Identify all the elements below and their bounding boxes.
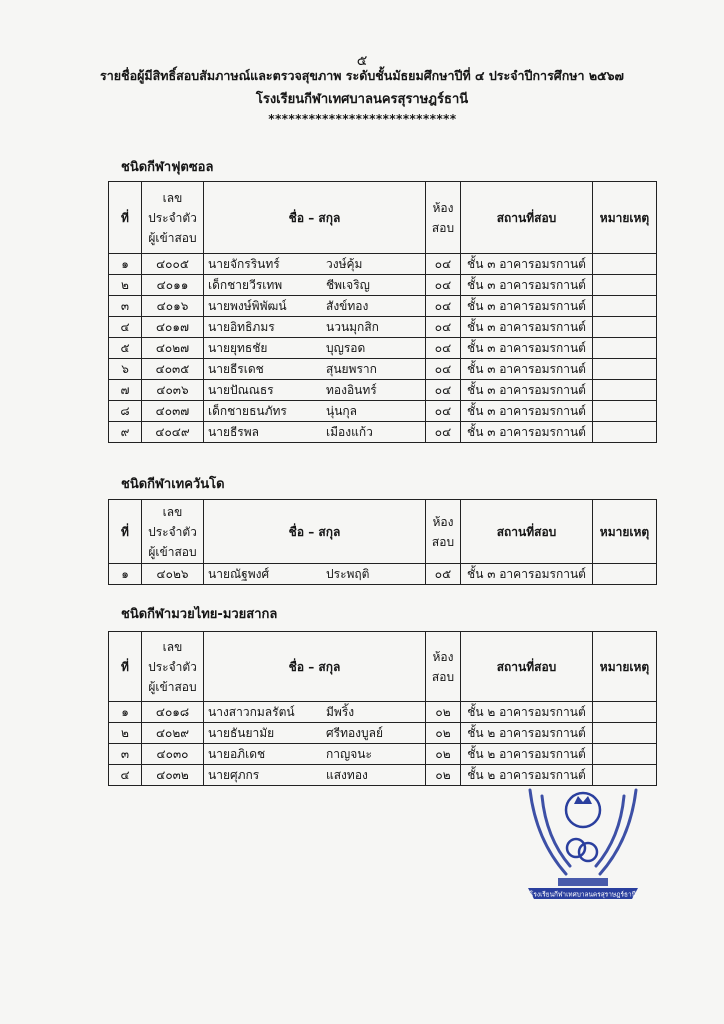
cell-id: ๔๐๐๕	[142, 254, 204, 275]
cell-note	[593, 296, 657, 317]
cell-note	[593, 275, 657, 296]
first-name: เด็กชายวีรเทพ	[208, 278, 283, 292]
cell-id: ๔๐๒๗	[142, 338, 204, 359]
seal-graphic	[522, 770, 644, 900]
cell-place: ชั้น ๓ อาคารอมรกานต์	[461, 422, 593, 443]
first-name: นายณัฐพงศ์	[208, 567, 270, 581]
header-place: สถานที่สอบ	[461, 182, 593, 254]
table-row	[109, 380, 657, 401]
cell-no: ๒	[109, 275, 142, 296]
cell-place: ชั้น ๓ อาคารอมรกานต์	[461, 338, 593, 359]
last-name: ทองอินทร์	[326, 383, 377, 397]
cell-id: ๔๐๑๘	[142, 702, 204, 723]
cell-name	[204, 359, 426, 380]
last-name: วงษ์คุ้ม	[326, 257, 363, 271]
cell-room: ๐๔	[426, 317, 461, 338]
cell-note	[593, 254, 657, 275]
cell-note	[593, 317, 657, 338]
cell-name	[204, 380, 426, 401]
cell-note	[593, 422, 657, 443]
cell-place: ชั้น ๒ อาคารอมรกานต์	[461, 744, 593, 765]
cell-name	[204, 317, 426, 338]
cell-no: ๙	[109, 422, 142, 443]
cell-room: ๐๒	[426, 723, 461, 744]
header-room: ห้อง สอบ	[426, 500, 461, 564]
header-id: เลข ประจำตัว ผู้เข้าสอบ	[142, 182, 204, 254]
table-row	[109, 702, 657, 723]
cell-name	[204, 401, 426, 422]
table-row	[109, 275, 657, 296]
cell-note	[593, 702, 657, 723]
section-title-taekwondo: ชนิดกีฬาเทควันโด	[121, 477, 225, 492]
cell-name	[204, 564, 426, 585]
cell-name	[204, 254, 426, 275]
cell-place: ชั้น ๓ อาคารอมรกานต์	[461, 380, 593, 401]
last-name: กาญจนะ	[326, 747, 372, 761]
first-name: นายอิทธิภมร	[208, 320, 275, 334]
cell-place: ชั้น ๓ อาคารอมรกานต์	[461, 254, 593, 275]
first-name: นายศุภกร	[208, 768, 260, 782]
futsal-table	[108, 181, 657, 443]
cell-place: ชั้น ๓ อาคารอมรกานต์	[461, 359, 593, 380]
cell-no: ๓	[109, 296, 142, 317]
cell-no: ๔	[109, 317, 142, 338]
cell-name	[204, 765, 426, 786]
cell-place: ชั้น ๓ อาคารอมรกานต์	[461, 317, 593, 338]
cell-room: ๐๔	[426, 338, 461, 359]
cell-id: ๔๐๓๐	[142, 744, 204, 765]
header-no: ที่	[109, 500, 142, 564]
table-row	[109, 317, 657, 338]
cell-name	[204, 723, 426, 744]
section-title-boxing: ชนิดกีฬามวยไทย-มวยสากล	[121, 607, 278, 622]
cell-id: ๔๐๑๖	[142, 296, 204, 317]
header-name: ชื่อ – สกุล	[204, 632, 426, 702]
cell-place: ชั้น ๓ อาคารอมรกานต์	[461, 275, 593, 296]
cell-id: ๔๐๒๖	[142, 564, 204, 585]
taekwondo-table	[108, 499, 657, 585]
header-note: หมายเหตุ	[593, 182, 657, 254]
cell-room: ๐๔	[426, 275, 461, 296]
first-name: นางสาวกมลรัตน์	[208, 705, 295, 719]
cell-place: ชั้น ๒ อาคารอมรกานต์	[461, 765, 593, 786]
cell-id: ๔๐๒๙	[142, 723, 204, 744]
cell-room: ๐๔	[426, 401, 461, 422]
page-number: ๕	[356, 53, 368, 69]
last-name: แสงทอง	[326, 768, 368, 782]
cell-no: ๔	[109, 765, 142, 786]
table-row	[109, 338, 657, 359]
cell-id: ๔๐๑๗	[142, 317, 204, 338]
header-no: ที่	[109, 182, 142, 254]
table-row	[109, 723, 657, 744]
last-name: ศรีทองบูลย์	[326, 726, 384, 740]
first-name: นายธีรพล	[208, 425, 260, 439]
cell-name	[204, 744, 426, 765]
cell-place: ชั้น ๒ อาคารอมรกานต์	[461, 723, 593, 744]
cell-no: ๗	[109, 380, 142, 401]
first-name: นายปัณณธร	[208, 383, 274, 397]
cell-id: ๔๐๔๙	[142, 422, 204, 443]
cell-no: ๑	[109, 254, 142, 275]
seal-crest	[566, 793, 600, 827]
seal-ring-b	[579, 843, 597, 861]
cell-room: ๐๔	[426, 254, 461, 275]
cell-note	[593, 338, 657, 359]
cell-place: ชั้น ๓ อาคารอมรกานต์	[461, 564, 593, 585]
cell-no: ๑	[109, 702, 142, 723]
cell-id: ๔๐๑๑	[142, 275, 204, 296]
header-room: ห้อง สอบ	[426, 632, 461, 702]
cell-note	[593, 744, 657, 765]
cell-id: ๔๐๓๗	[142, 401, 204, 422]
last-name: นุ่นกุล	[326, 404, 358, 418]
cell-room: ๐๒	[426, 744, 461, 765]
last-name: ประพฤติ	[326, 567, 370, 581]
cell-id: ๔๐๓๕	[142, 359, 204, 380]
last-name: สังข์ทอง	[326, 299, 369, 313]
table-row	[109, 359, 657, 380]
section-title-futsal: ชนิดกีฬาฟุตซอล	[121, 160, 214, 175]
boxing-table	[108, 631, 657, 786]
last-name: บุญรอด	[326, 341, 366, 355]
first-name: นายธันยามัย	[208, 726, 275, 740]
cell-name	[204, 422, 426, 443]
cell-room: ๐๒	[426, 765, 461, 786]
header-note: หมายเหตุ	[593, 632, 657, 702]
cell-name	[204, 275, 426, 296]
header-place: สถานที่สอบ	[461, 500, 593, 564]
seal-crown	[574, 796, 592, 804]
header-id: เลข ประจำตัว ผู้เข้าสอบ	[142, 632, 204, 702]
table-row	[109, 744, 657, 765]
table-row	[109, 401, 657, 422]
last-name: สุนยพราก	[326, 362, 377, 376]
table-row	[109, 422, 657, 443]
header-no: ที่	[109, 632, 142, 702]
separator-stars: ****************************	[267, 112, 457, 126]
table-row	[109, 254, 657, 275]
cell-room: ๐๔	[426, 296, 461, 317]
last-name: เมืองแก้ว	[326, 425, 373, 439]
seal-wing-left	[530, 790, 566, 874]
header-name: ชื่อ – สกุล	[204, 500, 426, 564]
cell-note	[593, 380, 657, 401]
cell-note	[593, 401, 657, 422]
cell-room: ๐๔	[426, 380, 461, 401]
last-name: มีพริ้ง	[326, 705, 355, 719]
header-name: ชื่อ – สกุล	[204, 182, 426, 254]
cell-no: ๒	[109, 723, 142, 744]
first-name: นายจักรรินทร์	[208, 257, 280, 271]
cell-note	[593, 359, 657, 380]
cell-no: ๕	[109, 338, 142, 359]
cell-no: ๖	[109, 359, 142, 380]
cell-no: ๓	[109, 744, 142, 765]
cell-name	[204, 338, 426, 359]
last-name: นวนมุกสิก	[326, 320, 379, 334]
header-room: ห้อง สอบ	[426, 182, 461, 254]
header-place: สถานที่สอบ	[461, 632, 593, 702]
cell-id: ๔๐๓๒	[142, 765, 204, 786]
document-title: รายชื่อผู้มีสิทธิ์สอบสัมภาษณ์และตรวจสุขภาพ ระดับชั้นมัธยมศึกษาปีที่ ๔ ประจำปีการศึกษา ๒๕๖๗	[100, 68, 624, 83]
header-id: เลข ประจำตัว ผู้เข้าสอบ	[142, 500, 204, 564]
school-name: โรงเรียนกีฬาเทศบาลนครสุราษฎร์ธานี	[255, 92, 469, 107]
cell-room: ๐๒	[426, 702, 461, 723]
first-name: นายธีรเดช	[208, 362, 264, 376]
cell-room: ๐๔	[426, 422, 461, 443]
cell-name	[204, 296, 426, 317]
cell-place: ชั้น ๒ อาคารอมรกานต์	[461, 702, 593, 723]
seal-base	[558, 878, 608, 886]
first-name: นายอภิเดช	[208, 747, 266, 761]
cell-place: ชั้น ๓ อาคารอมรกานต์	[461, 401, 593, 422]
cell-room: ๐๔	[426, 359, 461, 380]
cell-note	[593, 723, 657, 744]
seal-ring-a	[567, 839, 585, 857]
first-name: นายยุทธชัย	[208, 341, 268, 355]
header-note: หมายเหตุ	[593, 500, 657, 564]
table-row	[109, 296, 657, 317]
table-row	[109, 564, 657, 585]
cell-note	[593, 564, 657, 585]
first-name: เด็กชายธนภัทร	[208, 404, 287, 418]
cell-no: ๑	[109, 564, 142, 585]
first-name: นายพงษ์พิพัฒน์	[208, 299, 287, 313]
school-seal-icon	[522, 770, 644, 900]
cell-no: ๘	[109, 401, 142, 422]
cell-id: ๔๐๓๖	[142, 380, 204, 401]
seal-caption: โรงเรียนกีฬาเทศบาลนครสุราษฎร์ธานี	[529, 890, 637, 899]
cell-name	[204, 702, 426, 723]
cell-room: ๐๕	[426, 564, 461, 585]
last-name: ชีพเจริญ	[326, 278, 370, 292]
cell-place: ชั้น ๓ อาคารอมรกานต์	[461, 296, 593, 317]
seal-wing-right	[600, 790, 636, 874]
